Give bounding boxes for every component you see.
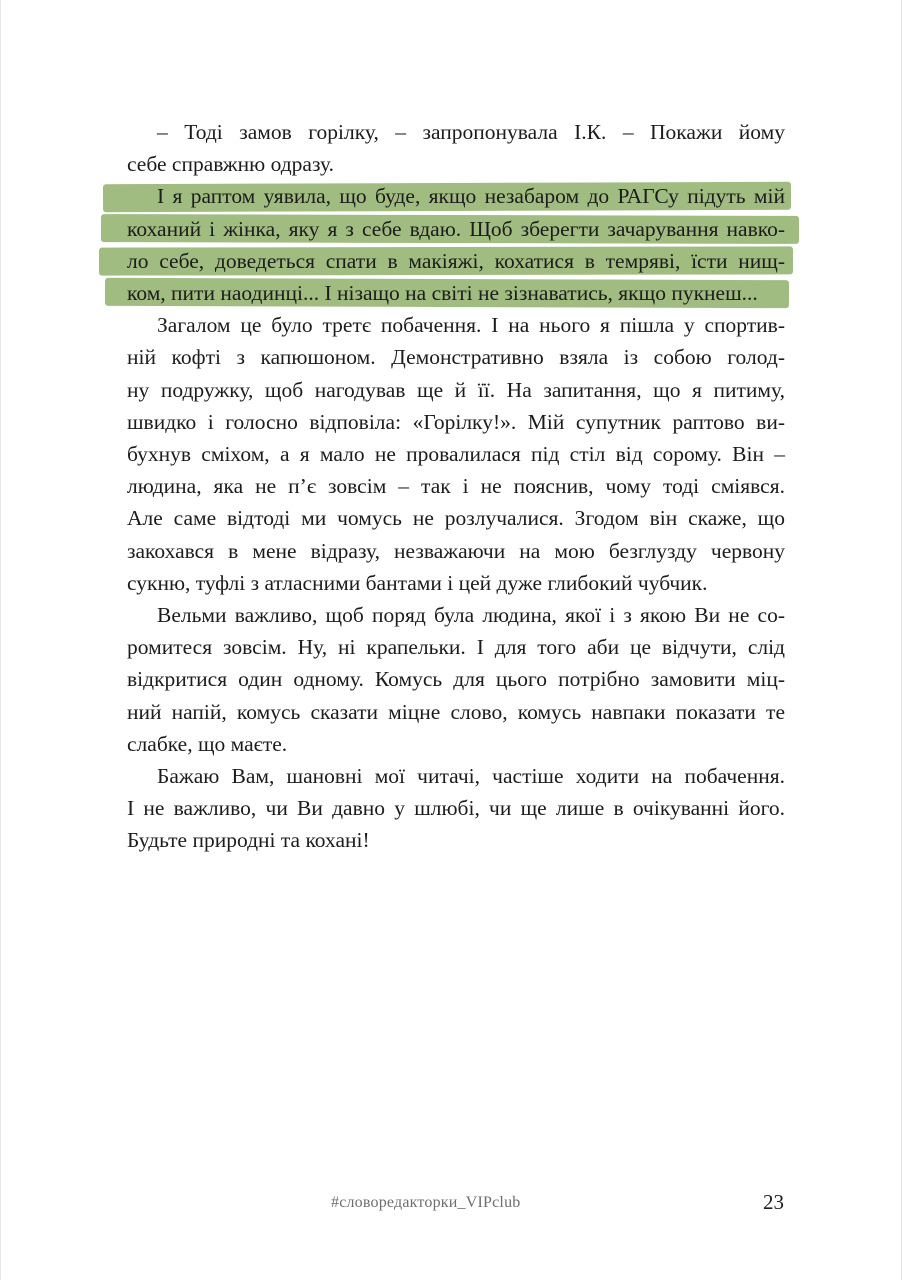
text-line: Будьте природні та кохані! [127,828,370,853]
text-line: Загалом це було третє побачення. І на нього я пішла у спортив- [157,313,785,338]
text-line: І я раптом уявила, що буде, якщо незабаром до РАГСу підуть мій [157,184,785,209]
page-number: 23 [763,1190,784,1214]
paragraph-5 [127,760,785,857]
text-line: ну подружку, щоб нагодував ще й її. На запитання, що я питиму, [127,377,785,402]
body-text [127,116,785,857]
text-line: ком, пити наодинці... І нізащо на світі не зізнаватись, якщо пукнеш... [127,281,758,306]
text-line: ло себе, доведеться спати в макіяжі, кохатися в темряві, їсти нищ- [127,248,785,273]
paragraph-4 [127,599,785,760]
text-line: Бажаю Вам, шановні мої читачі, частіше ходити на побачення. [157,764,785,789]
text-line: Але саме відтоді ми чомусь не розлучалися. Згодом він скаже, що [127,506,785,531]
text-line: себе справжню одразу. [127,152,334,177]
text-line: коханий і жінка, яку я з себе вдаю. Щоб зберегти зачарування навко- [127,216,785,241]
text-line: слабке, що маєте. [127,731,288,756]
footer-hashtag: #словоредакторки_VIPclub [331,1194,521,1211]
text-line: – Тоді замов горілку, – запропонувала І.К. – Покажи йому [157,120,785,144]
paragraph-3 [127,309,785,599]
paragraph-2-highlighted [127,180,785,309]
text-line: І не важливо, чи Ви давно у шлюбі, чи ще лише в очікуванні його. [127,796,785,821]
text-line: ний напій, комусь сказати міцне слово, комусь навпаки показати те [127,699,785,724]
text-line: закохався в мене відразу, незважаючи на мою безглузду червону [127,538,785,563]
text-line: швидко і голосно відповіла: «Горілку!». Мій супутник раптово ви- [127,409,785,434]
text-line: Вельми важливо, щоб поряд була людина, якої і з якою Ви не со- [157,603,785,628]
text-line: ній кофті з капюшоном. Демонстративно взяла із собою голод- [127,345,785,370]
text-line: ромитеся зовсім. Ну, ні крапельки. І для того аби це відчути, слід [127,635,785,660]
text-line: сукню, туфлі з атласними бантами і цей дуже глибокий чубчик. [127,570,708,595]
text-line: відкритися один одному. Комусь для цього потрібно замовити міц- [127,667,785,692]
text-line: бухнув сміхом, а я мало не провалилася під стіл від сорому. Він – [127,442,785,467]
paragraph-1 [127,116,785,180]
text-line: людина, яка не п’є зовсім – так і не пояснив, чому тоді сміявся. [127,474,785,499]
